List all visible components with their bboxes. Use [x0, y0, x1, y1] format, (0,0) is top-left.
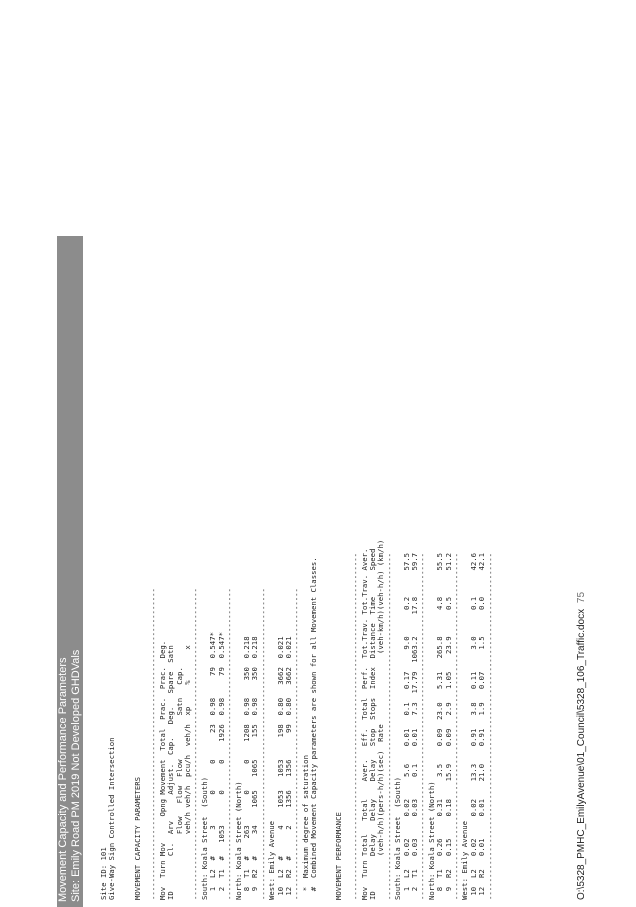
header-bar [57, 236, 83, 907]
footer-file-path: O:\5328_PMHC_EmilyAvenue\01_Council\5328_106_Traffic.docx [576, 608, 587, 900]
header-subtitle: Site: Emily Road PM 2019 Not Developed GHDVals [70, 649, 82, 902]
report-text: Site ID: 101 Give-Way Sign Controlled Intersection MOVEMENT CAPACITY PARAMETERS ----------------------------------------------------------------------- Mov Turn Mov Opng Movement Total Prac. Prac. Deg. ID Cl. Arv Adjust. Cap. Deg. Spare Satn Flow Flow Flow Satn Cap. veh/h veh/h pcu/h veh/h xp % x ----------------------------------------------------------------------- South: Koala Street (South) 1 L2 # 3 0 0 23 0.98 79 0.547* 2 T1 # 1053 0 0 1926 0.98 79 0.547* ----------------------------------------------------------------------- North: Koala Street (North) 8 T1 # 263 0 0 1208 0.98 350 0.218 9 R2 # 34 1065 1065 155 0.98 350 0.218 ----------------------------------------------------------------------- West: Emily Avenue 10 L2 # 4 1053 1053 198 0.80 3662 0.021 12 R2 # 2 1356 1356 99 0.80 3662 0.021 ----------------------------------------------------------------------- * Maximum degree of saturation # Combined Movement Capacity parameters are shown for all Movement Classes. MOVEMENT PERFORMANCE ------------------------------------------------------------------------------- Mov Turn Total Total Aver. Eff. Total Perf. Tot.Trav. Tot.Trav. Aver. ID Delay Delay Delay Stop Stops Index Distance Time Speed (veh-h/h)(pers-h/h)(sec) Rate (veh-km/h)(veh-h/h) (km/h) ------------------------------------------------------------------------------- South: Koala Street (South) 1 L2 0.02 0.02 5.6 0.01 0.1 0.17 9.0 0.2 57.5 2 T1 0.03 0.03 0.1 0.01 7.3 17.79 1063.2 17.8 59.7 ------------------------------------------------------------------------------- North: Koala Street (North) 8 T1 0.26 0.31 3.5 0.09 23.0 5.31 265.8 4.8 55.5 9 R2 0.15 0.18 15.9 0.09 2.9 1.05 23.9 0.5 51.2 ------------------------------------------------------------------------------- West: Emily Avenue 10 L2 0.02 0.02 13.3 0.91 3.8 0.11 3.0 0.1 42.6 12 R2 0.01 0.01 21.0 0.91 1.9 0.07 1.5 0.0 42.1 ------------------------------------------------------------------------------- [99, 539, 495, 900]
footer [576, 592, 587, 900]
page-number: 75 [576, 591, 587, 604]
header-title: Movement Capacity and Performance Parameters [57, 657, 69, 902]
